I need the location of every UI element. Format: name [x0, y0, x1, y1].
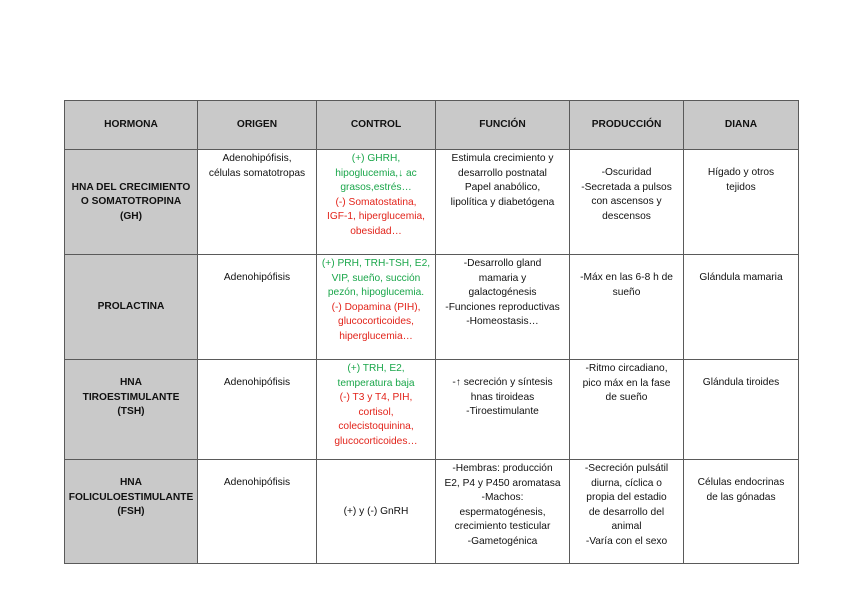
negative-control-line: IGF-1, hiperglucemia,	[327, 211, 425, 223]
hormone-name-cell	[65, 255, 198, 360]
target-line: de las gónadas	[706, 491, 776, 503]
production-line: -Secretada a pulsos	[581, 181, 672, 193]
function-cell	[436, 360, 570, 460]
header-control: CONTROL	[317, 101, 436, 150]
production-line: pico máx en la fase	[582, 377, 671, 389]
target-line: tejidos	[726, 181, 756, 193]
hormone-name-line: HNA	[119, 477, 143, 488]
origin-line: Adenohipófisis,	[222, 153, 292, 164]
production-line: -Oscuridad	[601, 167, 652, 178]
control-cell	[317, 460, 436, 564]
negative-control-line: colecistoquinina,	[338, 421, 414, 433]
production-line: -Secreción pulsátil	[584, 463, 669, 474]
positive-control-line: (+) GHRH,	[351, 153, 401, 164]
function-line: crecimiento testicular	[454, 521, 551, 533]
target-cell	[684, 150, 799, 255]
hormone-name-line: (TSH)	[117, 406, 145, 418]
positive-control-line: (+) PRH, TRH-TSH, E2,	[321, 258, 431, 269]
control-line: (+) y (-) GnRH	[343, 505, 409, 517]
production-cell	[570, 460, 684, 564]
function-line: lipolítica y diabetógena	[450, 196, 555, 208]
hormone-name-cell	[65, 360, 198, 460]
table-row	[65, 255, 799, 360]
origin-cell	[198, 255, 317, 360]
header-produccion: PRODUCCIÓN	[570, 101, 684, 150]
table-row	[65, 360, 799, 460]
target-line: Glándula tiroides	[702, 377, 780, 388]
function-cell	[436, 460, 570, 564]
function-line: E2, P4 y P450 aromatasa	[444, 477, 561, 489]
positive-control-line: VIP, sueño, succión	[331, 272, 421, 284]
function-line: -↑ secreción y síntesis	[452, 377, 553, 388]
hormone-name-line: TIROESTIMULANTE	[82, 391, 180, 403]
origin-line: Adenohipófisis	[223, 272, 291, 283]
positive-control-line: grasos,estrés…	[340, 182, 412, 194]
production-cell	[570, 150, 684, 255]
negative-control-line: obesidad…	[350, 225, 402, 237]
table-row	[65, 460, 799, 564]
target-line: Glándula mamaria	[699, 272, 783, 283]
production-line: con ascensos y	[591, 196, 662, 208]
function-line: -Desarrollo gland	[463, 258, 542, 269]
hormone-name-line: (FSH)	[117, 506, 145, 518]
function-line: -Homeostasis…	[466, 316, 539, 328]
header-funcion: FUNCIÓN	[436, 101, 570, 150]
negative-control-line: (-) Somatostatina,	[335, 196, 417, 208]
function-line: -Tiroestimulante	[466, 406, 539, 418]
origin-line: Adenohipófisis	[223, 377, 291, 388]
control-cell	[317, 255, 436, 360]
positive-control-line: pezón, hipoglucemia.	[327, 287, 425, 299]
function-line: galactogénesis	[468, 287, 537, 299]
hormone-name-line: HNA	[119, 377, 143, 388]
production-line: diurna, cíclica o	[591, 477, 662, 489]
control-cell	[317, 360, 436, 460]
function-line: -Machos:	[481, 492, 524, 504]
hormone-name-line: O SOMATOTROPINA	[80, 196, 182, 208]
header-hormona: HORMONA	[65, 101, 198, 150]
target-line: Células endocrinas	[697, 477, 785, 488]
function-line: espermatogénesis,	[459, 506, 546, 518]
positive-control-line: temperatura baja	[337, 377, 415, 389]
negative-control-line: (-) T3 y T4, PIH,	[339, 392, 413, 404]
production-line: propia del estadio	[586, 492, 667, 504]
hormone-name-cell	[65, 150, 198, 255]
hormone-name-line: (GH)	[119, 210, 143, 222]
target-cell	[684, 360, 799, 460]
origin-cell	[198, 150, 317, 255]
negative-control-line: hiperglucemia…	[339, 330, 413, 342]
production-line: -Varía con el sexo	[585, 535, 668, 547]
positive-control-line: hipoglucemia,↓ ac	[335, 167, 417, 179]
function-line: mamaria y	[478, 272, 527, 284]
production-line: sueño	[612, 286, 641, 298]
negative-control-line: glucocorticoides,	[338, 316, 414, 328]
hormone-name-line: FOLICULOESTIMULANTE	[68, 491, 194, 503]
origin-line: células somatotropas	[208, 167, 306, 179]
header-diana: DIANA	[684, 101, 799, 150]
hormone-name-line: HNA DEL CRECIMIENTO	[71, 181, 191, 193]
production-cell	[570, 360, 684, 460]
function-line: Papel anabólico,	[464, 182, 541, 194]
production-line: animal	[611, 521, 642, 533]
production-line: de desarrollo del	[588, 506, 665, 518]
target-line: Hígado y otros	[707, 167, 775, 178]
positive-control-line: (+) TRH, E2,	[347, 363, 405, 374]
control-cell	[317, 150, 436, 255]
function-line: Estimula crecimiento y	[451, 153, 554, 164]
hormone-name-cell	[65, 460, 198, 564]
function-line: hnas tiroideas	[470, 391, 535, 403]
function-line: desarrollo postnatal	[458, 167, 547, 179]
production-line: -Ritmo circadiano,	[585, 363, 668, 374]
function-line: -Funciones reproductivas	[445, 301, 560, 313]
function-cell	[436, 150, 570, 255]
function-cell	[436, 255, 570, 360]
hormone-name-line: PROLACTINA	[97, 301, 165, 313]
target-cell	[684, 460, 799, 564]
hormones-table	[64, 100, 799, 564]
header-row	[65, 101, 799, 150]
production-line: de sueño	[605, 392, 648, 404]
production-line: descensos	[602, 210, 651, 222]
production-cell	[570, 255, 684, 360]
function-line: -Hembras: producción	[452, 463, 553, 474]
origin-line: Adenohipófisis	[223, 477, 291, 488]
function-line: -Gametogénica	[467, 535, 538, 547]
negative-control-line: (-) Dopamina (PIH),	[331, 301, 421, 313]
production-line: -Máx en las 6-8 h de	[580, 272, 673, 283]
origin-cell	[198, 360, 317, 460]
header-origen: ORIGEN	[198, 101, 317, 150]
table-row	[65, 150, 799, 255]
negative-control-line: cortisol,	[358, 406, 394, 418]
target-cell	[684, 255, 799, 360]
negative-control-line: glucocorticoides…	[334, 435, 418, 447]
origin-cell	[198, 460, 317, 564]
